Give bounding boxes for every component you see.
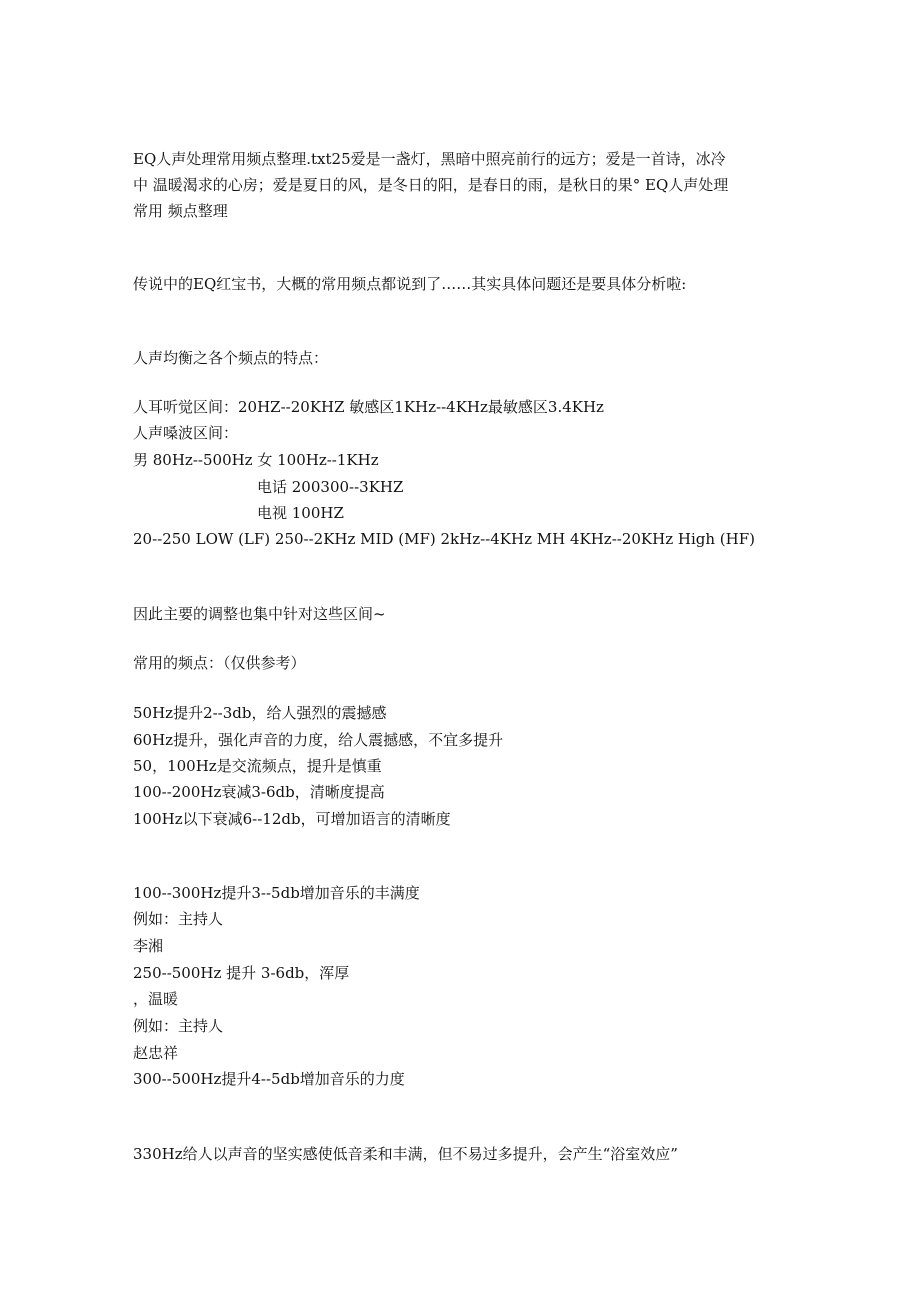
tip-line: ，温暖 [133, 990, 179, 1008]
intro-line-3: 常用 频点整理 [133, 202, 228, 220]
tip-line: 100--200Hz衰减3-6db，清晰度提高 [133, 783, 385, 801]
common-frequencies-heading: 常用的频点：（仅供参考） [133, 654, 306, 672]
tv-range-line: 电视 100HZ [257, 504, 344, 522]
tip-line: 100--300Hz提升3--5db增加音乐的丰满度 [133, 884, 420, 902]
voice-range-label: 人声嗓波区间： [133, 424, 239, 442]
tip-line: 300--500Hz提升4--5db增加音乐的力度 [133, 1070, 405, 1088]
tip-line: 例如：主持人 [133, 1017, 224, 1035]
intro-line-2: 中 温暖渴求的心房；爱是夏日的风，是冬日的阳，是春日的雨，是秋日的果° EQ人声处理 [133, 176, 729, 194]
ear-range-line: 人耳听觉区间：20HZ--20KHZ 敏感区1KHz--4KHz最敏感区3.4KHz [133, 398, 604, 416]
gender-range-line: 男 80Hz--500Hz 女 100Hz--1KHz [133, 451, 379, 469]
tip-line: 50Hz提升2--3db，给人强烈的震撼感 [133, 704, 387, 722]
tip-line: 李湘 [133, 937, 164, 955]
band-summary-line: 20--250 LOW (LF) 250--2KHz MID (MF) 2kHz--4KHz MH 4KHz--20KHz High (HF) [133, 530, 755, 548]
phone-range-line: 电话 200300--3KHZ [257, 478, 404, 496]
intro-line-1: EQ人声处理常用频点整理.txt25爱是一盏灯，黑暗中照亮前行的远方；爱是一首诗，冰冷 [133, 150, 726, 168]
tip-line: 例如：主持人 [133, 910, 224, 928]
tip-line: 100Hz以下衰减6--12db，可增加语言的清晰度 [133, 810, 451, 828]
tip-line: 50，100Hz是交流频点，提升是慎重 [133, 757, 382, 775]
tip-line: 赵忠祥 [133, 1044, 179, 1062]
tip-line: 60Hz提升，强化声音的力度，给人震撼感，不宜多提升 [133, 731, 504, 749]
tip-line: 250--500Hz 提升 3-6db，浑厚 [133, 964, 350, 982]
red-book-note: 传说中的EQ红宝书，大概的常用频点都说到了……其实具体问题还是要具体分析啦: [133, 275, 687, 293]
section-heading: 人声均衡之各个频点的特点： [133, 349, 329, 367]
final-note: 330Hz给人以声音的坚实感使低音柔和丰满，但不易过多提升，会产生“浴室效应” [133, 1145, 678, 1163]
focus-note: 因此主要的调整也集中针对这些区间~ [133, 605, 386, 623]
